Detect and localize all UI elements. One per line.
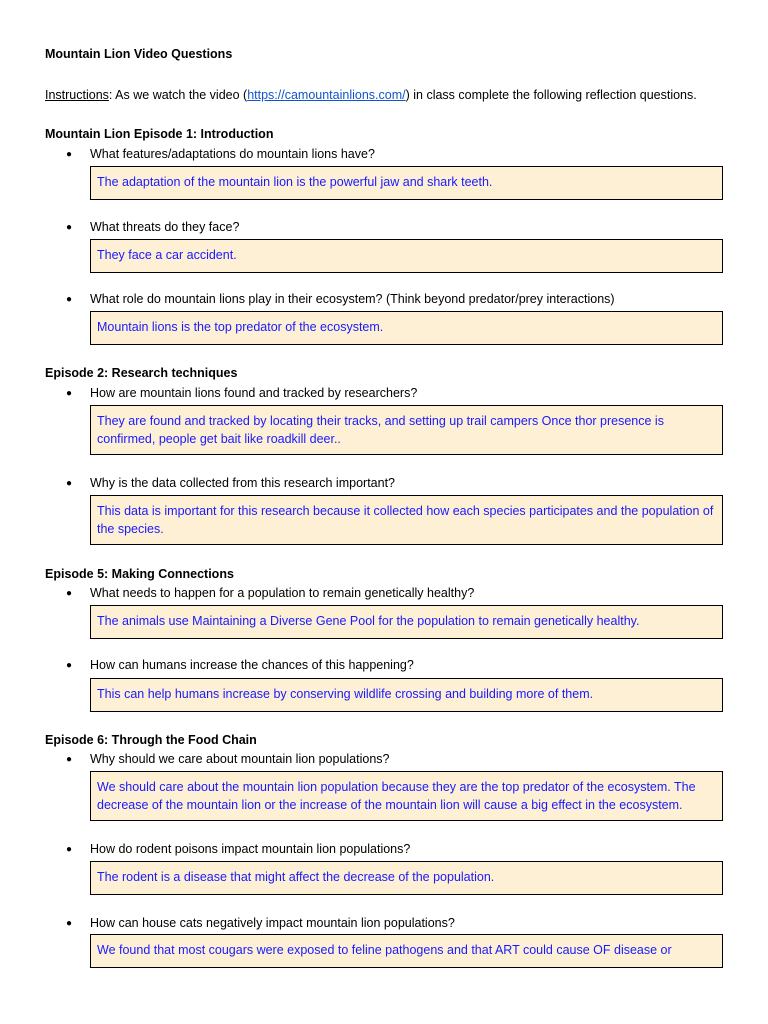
instructions-text-post: ) in class complete the following reflection questions. bbox=[405, 88, 697, 102]
bullet-icon: ● bbox=[66, 149, 73, 160]
answer-box[interactable]: This can help humans increase by conserving wildlife crossing and building more of them. bbox=[90, 678, 723, 712]
question-text: Why is the data collected from this research important? bbox=[90, 476, 395, 490]
document-title: Mountain Lion Video Questions bbox=[45, 47, 233, 61]
section-heading: Episode 2: Research techniques bbox=[45, 366, 238, 380]
answer-box[interactable]: This data is important for this research because it collected how each species participates and the population of the species. bbox=[90, 495, 723, 545]
answer-box[interactable]: They face a car accident. bbox=[90, 239, 723, 273]
bullet-icon: ● bbox=[66, 918, 73, 929]
question-text: How are mountain lions found and tracked by researchers? bbox=[90, 386, 418, 400]
section-heading: Episode 6: Through the Food Chain bbox=[45, 733, 257, 747]
bullet-icon: ● bbox=[66, 754, 73, 765]
answer-box[interactable]: We found that most cougars were exposed to feline pathogens and that ART could cause OF disease or bbox=[90, 934, 723, 968]
answer-box[interactable]: The rodent is a disease that might affect the decrease of the population. bbox=[90, 861, 723, 895]
question-text: What role do mountain lions play in their ecosystem? (Think beyond predator/prey interactions) bbox=[90, 292, 615, 306]
section-heading: Mountain Lion Episode 1: Introduction bbox=[45, 127, 274, 141]
answer-box[interactable]: Mountain lions is the top predator of the ecosystem. bbox=[90, 311, 723, 345]
question-text: How can humans increase the chances of this happening? bbox=[90, 658, 414, 672]
video-link[interactable]: https://camountainlions.com/ bbox=[247, 88, 406, 102]
section-heading: Episode 5: Making Connections bbox=[45, 567, 234, 581]
question-text: What needs to happen for a population to remain genetically healthy? bbox=[90, 586, 475, 600]
bullet-icon: ● bbox=[66, 478, 73, 489]
question-text: Why should we care about mountain lion populations? bbox=[90, 752, 390, 766]
question-text: How can house cats negatively impact mountain lion populations? bbox=[90, 916, 455, 930]
bullet-icon: ● bbox=[66, 588, 73, 599]
question-text: What features/adaptations do mountain lions have? bbox=[90, 147, 375, 161]
question-text: What threats do they face? bbox=[90, 220, 240, 234]
answer-box[interactable]: We should care about the mountain lion population because they are the top predator of the ecosystem. The decrease of the mountain lion or the increase of the mountain lion will cause a big effect in the ecosystem. bbox=[90, 771, 723, 821]
bullet-icon: ● bbox=[66, 222, 73, 233]
instructions-label: Instructions bbox=[45, 88, 109, 102]
bullet-icon: ● bbox=[66, 388, 73, 399]
answer-box[interactable]: They are found and tracked by locating their tracks, and setting up trail campers Once thor presence is confirmed, people get bait like roadkill deer.. bbox=[90, 405, 723, 455]
answer-box[interactable]: The animals use Maintaining a Diverse Gene Pool for the population to remain genetically healthy. bbox=[90, 605, 723, 639]
bullet-icon: ● bbox=[66, 844, 73, 855]
answer-box[interactable]: The adaptation of the mountain lion is the powerful jaw and shark teeth. bbox=[90, 166, 723, 200]
instructions-text-pre: : As we watch the video ( bbox=[108, 88, 248, 102]
question-text: How do rodent poisons impact mountain lion populations? bbox=[90, 842, 411, 856]
bullet-icon: ● bbox=[66, 660, 73, 671]
bullet-icon: ● bbox=[66, 294, 73, 305]
instructions-line bbox=[45, 88, 697, 102]
